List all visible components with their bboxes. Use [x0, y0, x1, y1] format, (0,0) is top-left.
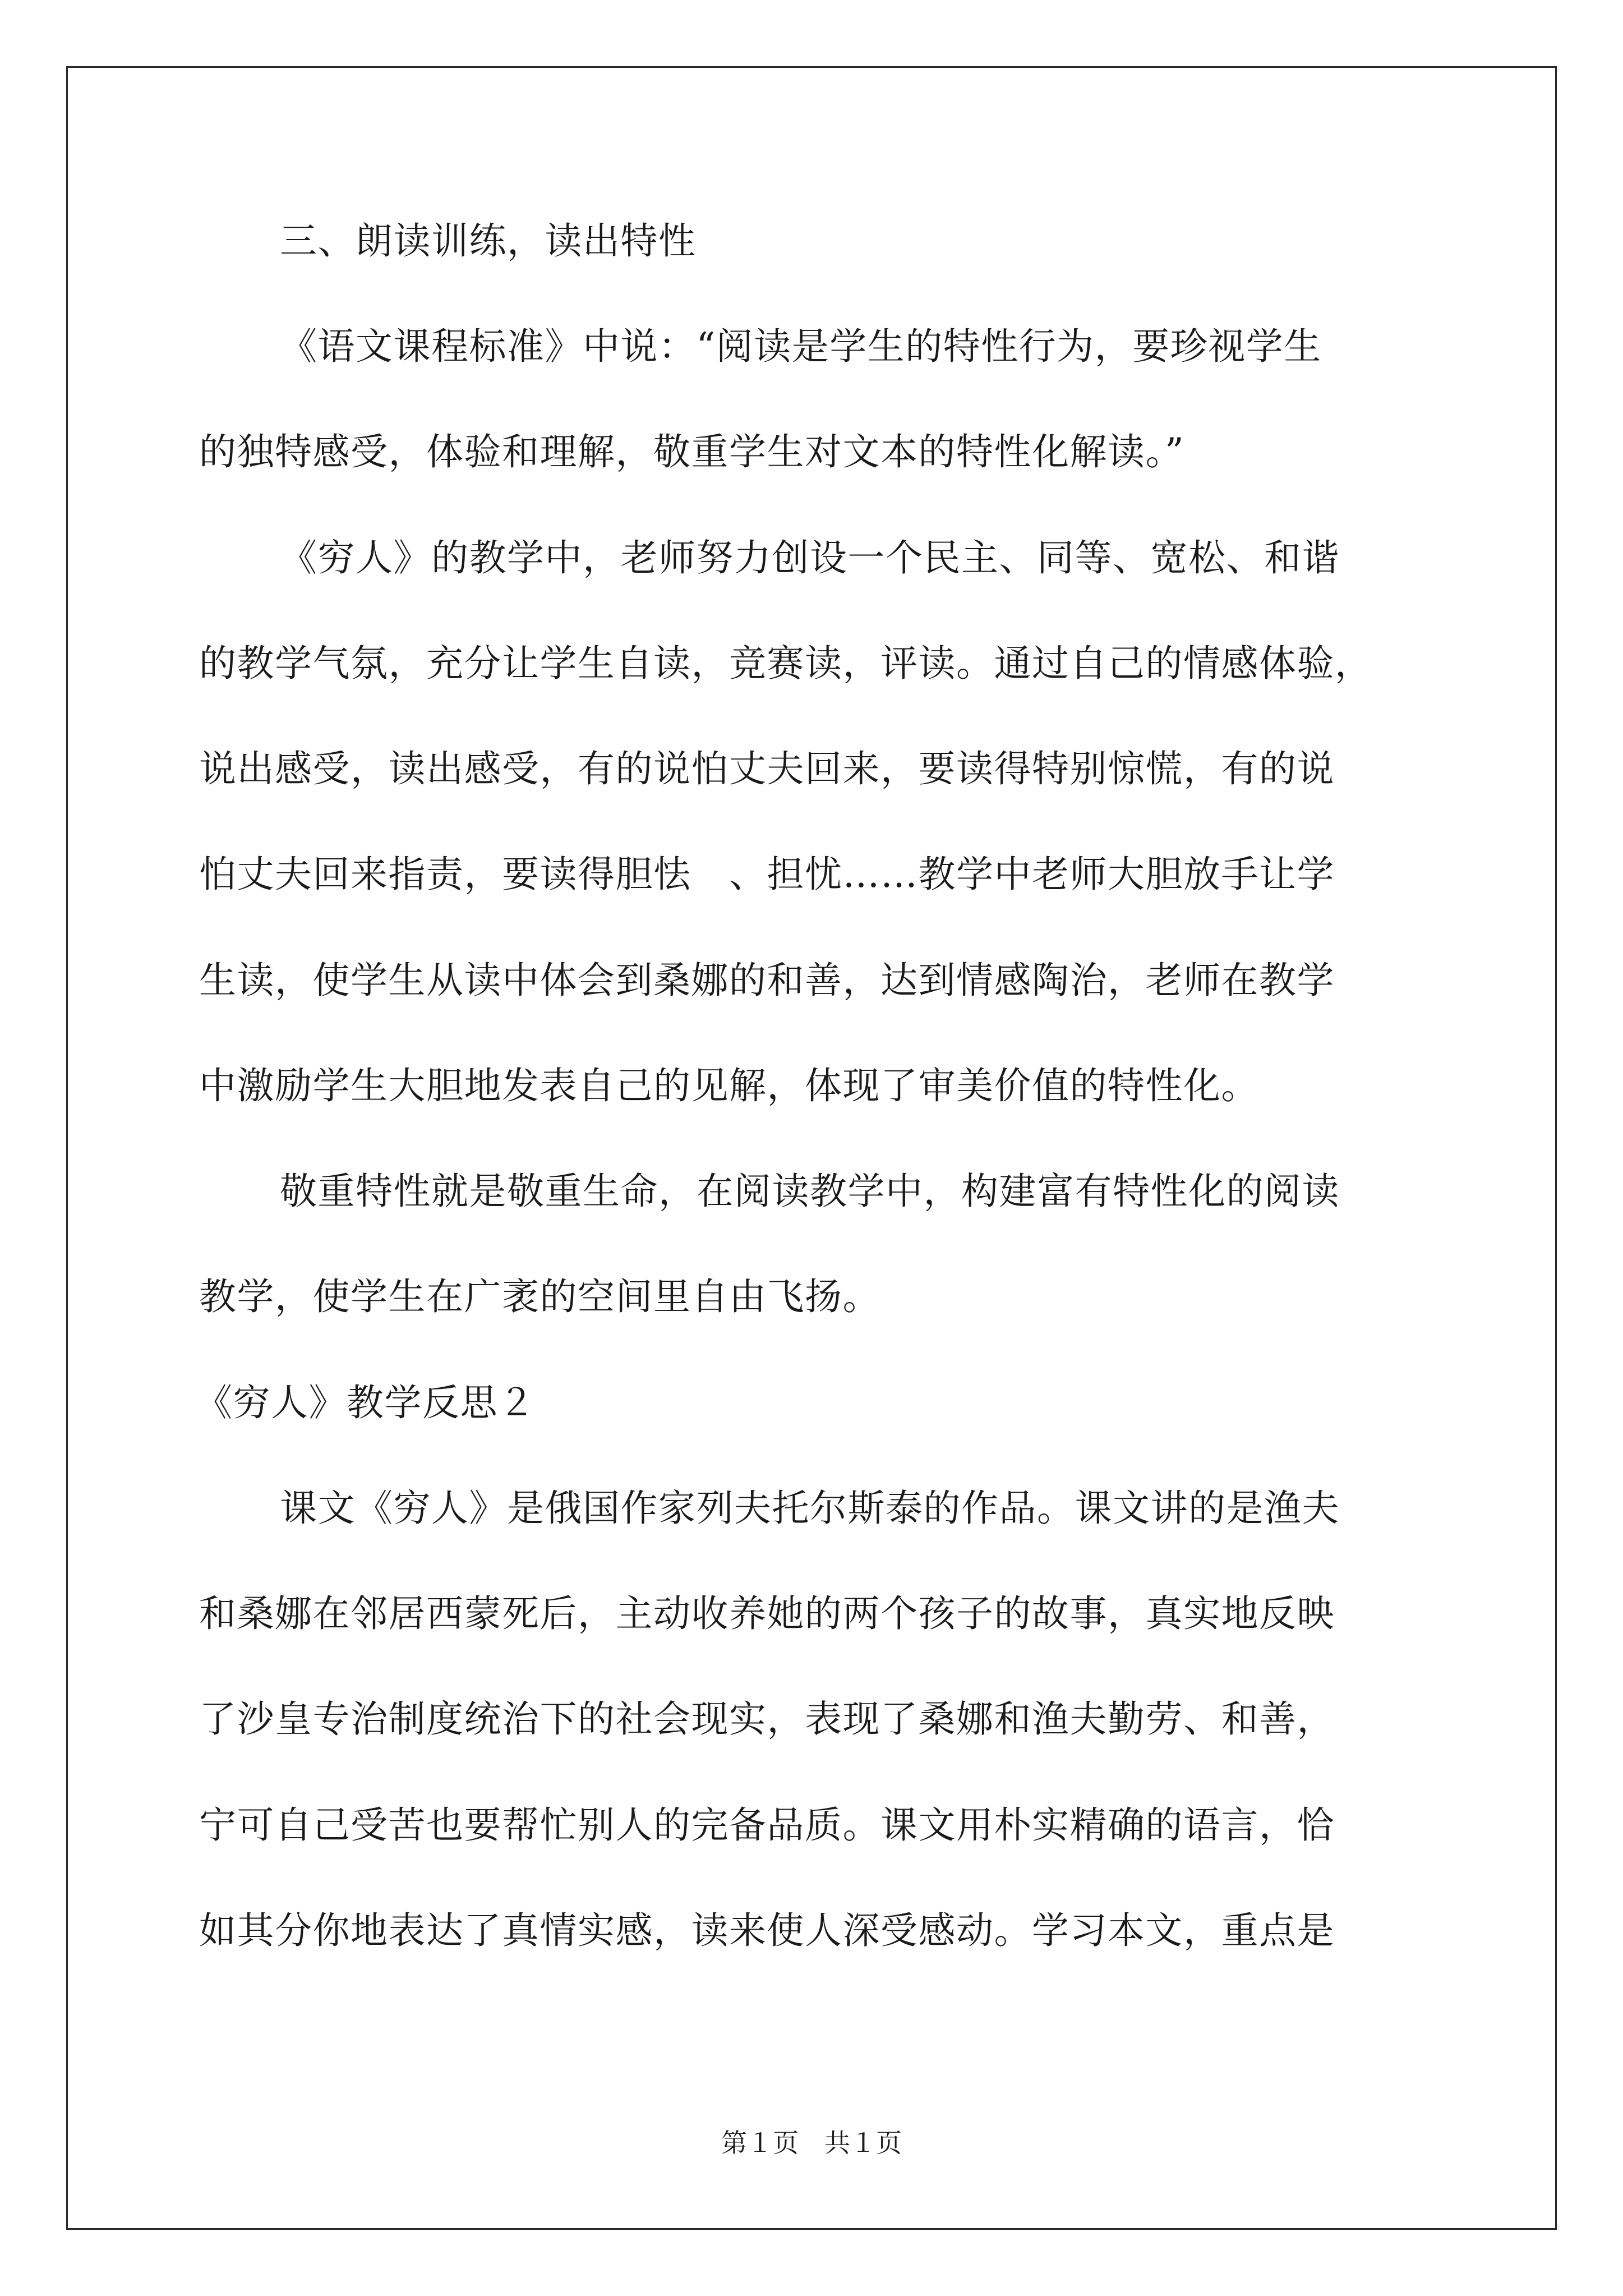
paragraph-line: 了沙皇专治制度统治下的社会现实，表现了桑娜和渔夫勤劳、和善，: [199, 1697, 1335, 1741]
paragraph-line: 的独特感受，体验和理解，敬重学生对文本的特性化解读。”: [199, 430, 1185, 473]
paragraph-line: 《语文课程标准》中说：“阅读是学生的特性行为，要珍视学生: [280, 325, 1322, 368]
article-title: 《穷人》教学反思２: [195, 1381, 536, 1424]
section-heading: 三、朗读训练，读出特性: [280, 219, 697, 263]
paragraph-line: 教学，使学生在广袤的空间里自由飞扬。: [199, 1275, 880, 1318]
paragraph-line: 怕丈夫回来指责，要读得胆怯 、担忧……教学中老师大胆放手让学: [199, 853, 1335, 896]
paragraph-line: 生读，使学生从读中体会到桑娜的和善，达到情感陶治，老师在教学: [199, 959, 1335, 1002]
paragraph-line: 《穷人》的教学中，老师努力创设一个民主、同等、宽松、和谐: [280, 536, 1340, 579]
paragraph-line: 和桑娜在邻居西蒙死后，主动收养她的两个孩子的故事，真实地反映: [199, 1592, 1335, 1635]
paragraph-line: 课文《穷人》是俄国作家列夫托尔斯泰的作品。课文讲的是渔夫: [280, 1487, 1340, 1530]
page-footer: 第１页 共１页: [721, 2128, 902, 2158]
paragraph-line: 说出感受，读出感受，有的说怕丈夫回来，要读得特别惊慌，有的说: [199, 747, 1335, 790]
paragraph-line: 敬重特性就是敬重生命，在阅读教学中，构建富有特性化的阅读: [280, 1170, 1340, 1213]
paragraph-line: 中激励学生大胆地发表自己的见解，体现了审美价值的特性化。: [199, 1064, 1259, 1107]
paragraph-line: 如其分你地表达了真情实感，读来使人深受感动。学习本文，重点是: [199, 1909, 1335, 1952]
paragraph-line: 的教学气氛，充分让学生自读，竞赛读，评读。通过自己的情感体验，: [199, 642, 1373, 685]
paragraph-line: 宁可自己受苦也要帮忙别人的完备品质。课文用朴实精确的语言，恰: [199, 1803, 1335, 1847]
